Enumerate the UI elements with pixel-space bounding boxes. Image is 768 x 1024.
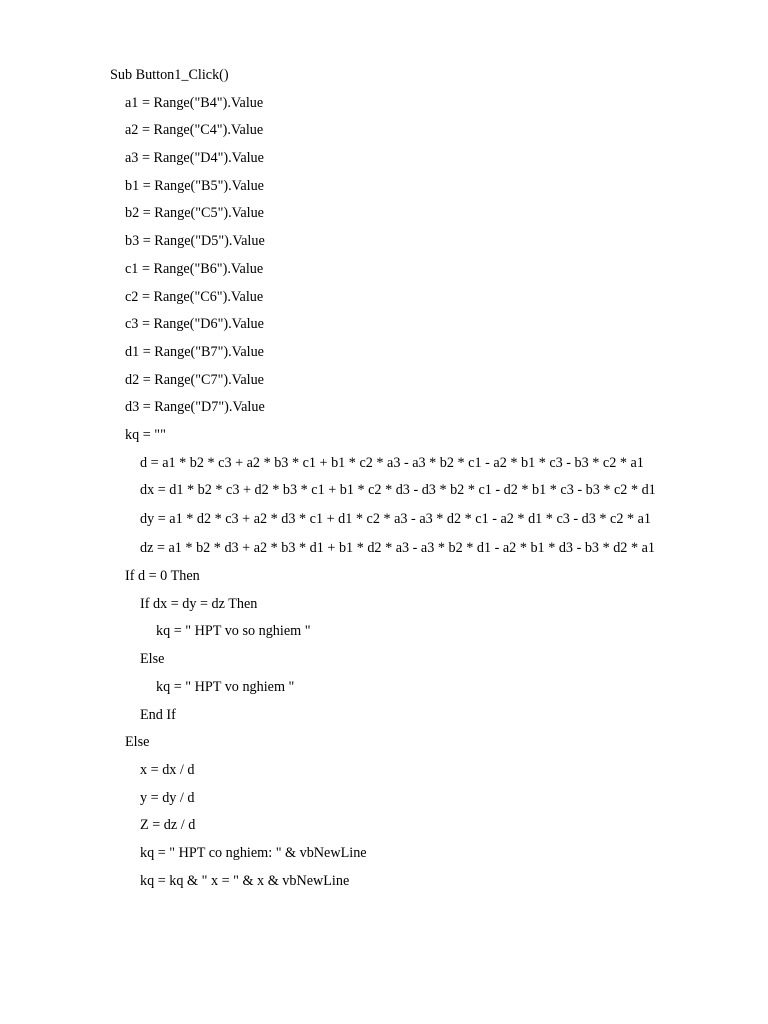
code-line-init-kq: kq = "" (125, 426, 166, 443)
code-line-assign-b1: b1 = Range("B5").Value (125, 177, 264, 194)
code-line-assign-c2: c2 = Range("C6").Value (125, 288, 264, 305)
code-line-assign-b3: b3 = Range("D5").Value (125, 233, 265, 250)
code-line-assign-a2: a2 = Range("C4").Value (125, 122, 264, 139)
code-line-compute-y: y = dy / d (140, 789, 195, 806)
code-line-compute-z: Z = dz / d (140, 817, 196, 834)
code-line-assign-b2: b2 = Range("C5").Value (125, 205, 264, 222)
code-line-sub-declaration: Sub Button1_Click() (110, 67, 229, 83)
code-line-determinant-dy: dy = a1 * d2 * c3 + a2 * d3 * c1 + d1 * c2 * a3 - a3 * d2 * c1 - a2 * d1 * c3 - d3 * c2 * a1 (140, 510, 651, 527)
code-line-determinant-d: d = a1 * b2 * c3 + a2 * b3 * c1 + b1 * c2 * a3 - a3 * b2 * c1 - a2 * b1 * c3 - b3 * c2 * a1 (140, 454, 644, 471)
code-line-assign-a1: a1 = Range("B4").Value (125, 94, 264, 111)
code-line-kq-infinite: kq = " HPT vo so nghiem " (156, 623, 311, 640)
code-line-outer-else: Else (125, 734, 150, 751)
code-line-assign-d2: d2 = Range("C7").Value (125, 371, 264, 388)
code-line-if-all-equal: If dx = dy = dz Then (140, 595, 258, 612)
code-line-assign-d3: d3 = Range("D7").Value (125, 399, 265, 416)
code-line-inner-else: Else (140, 651, 165, 668)
code-line-kq-no-solution: kq = " HPT vo nghiem " (156, 678, 295, 695)
code-line-compute-x: x = dx / d (140, 761, 195, 778)
code-line-if-d-zero: If d = 0 Then (125, 568, 200, 585)
code-line-kq-has-solution: kq = " HPT co nghiem: " & vbNewLine (140, 844, 367, 861)
code-line-assign-c1: c1 = Range("B6").Value (125, 260, 264, 277)
code-line-kq-append-x: kq = kq & " x = " & x & vbNewLine (140, 872, 350, 889)
code-line-assign-d1: d1 = Range("B7").Value (125, 343, 264, 360)
code-line-end-if: End If (140, 706, 176, 723)
vba-code-block (110, 66, 694, 899)
code-line-assign-a3: a3 = Range("D4").Value (125, 150, 264, 167)
code-line-determinant-dz: dz = a1 * b2 * d3 + a2 * b3 * d1 + b1 * d2 * a3 - a3 * b2 * d1 - a2 * b1 * d3 - b3 * d2 * a1 (140, 539, 655, 556)
code-line-assign-c3: c3 = Range("D6").Value (125, 316, 264, 333)
code-line-determinant-dx: dx = d1 * b2 * c3 + d2 * b3 * c1 + b1 * c2 * d3 - d3 * b2 * c1 - d2 * b1 * c3 - b3 * c2 * d1 (140, 482, 656, 499)
